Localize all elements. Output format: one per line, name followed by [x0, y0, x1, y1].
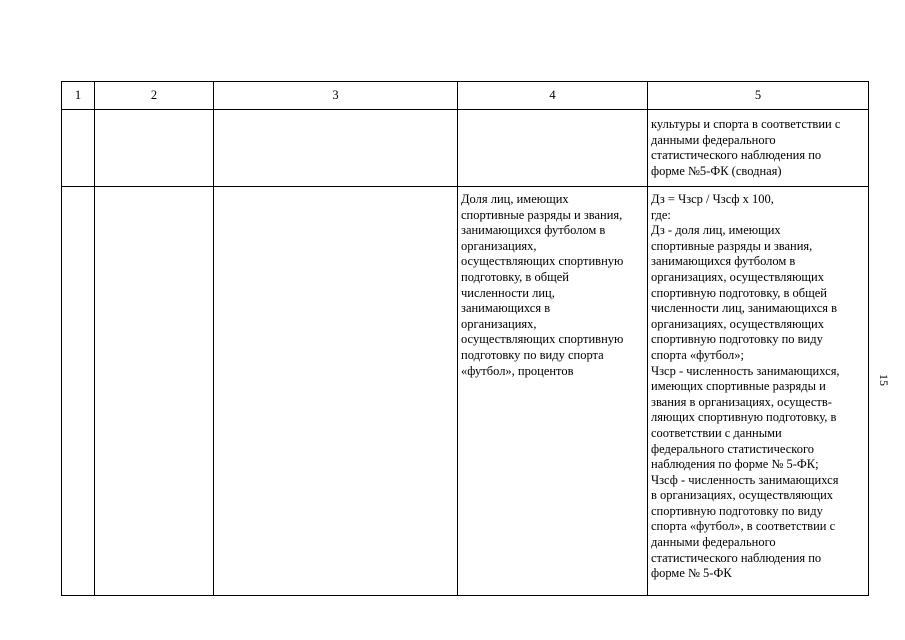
header-cell-2: 2: [95, 82, 214, 110]
row1-cell-2: [95, 110, 214, 187]
row1-cell-1: [62, 110, 95, 187]
row1-cell-4-text: [461, 110, 644, 117]
table-row: [62, 187, 869, 596]
row1-cell-1-text: [65, 110, 91, 117]
row2-cell-3: [214, 187, 458, 596]
table-header-row: [62, 82, 869, 110]
header-cell-1: 1: [62, 82, 95, 110]
header-cell-3: 3: [214, 82, 458, 110]
row2-cell-1-text: [65, 187, 91, 192]
row1-cell-2-text: [98, 110, 210, 117]
row1-cell-5-text: культуры и спорта в соответствии с данными федерального статистического наблюдения по форме №5-ФК (сводная): [651, 117, 841, 178]
document-table: [61, 81, 869, 596]
row2-cell-2-text: [98, 187, 210, 192]
table-row: [62, 110, 869, 187]
row1-cell-3: [214, 110, 458, 187]
header-cell-5: 5: [648, 82, 869, 110]
row1-cell-5: [648, 110, 869, 187]
page-number: 15: [877, 374, 891, 386]
calculation-formula: Дз = Чзср / Чзсф х 100, где: Дз - доля лиц, имеющих спортивные разряды и звания, занимающихся футболом в организациях, осуществляющих спортивную подготовку, в общей численности лиц, занимающихся в организациях, осуществляющих спортивную подготовку по виду спорта «футбол»; Чзср - численность занимающихся, имеющих спортивные разряды и звания в организациях, осуществ- ляющих спортивную подготовку, в соответствии с данными федерального статистического наблюдения по форме № 5-ФК; Чзсф - численность занимающихся в организациях, осуществляющих спортивную подготовку по виду спорта «футбол», в соответствии с данными федерального статистического наблюдения по форме № 5-ФК: [651, 192, 840, 581]
row1-cell-4: [458, 110, 648, 187]
indicator-description: Доля лиц, имеющих спортивные разряды и звания, занимающихся футболом в организациях, осуществляющих спортивную подготовку, в общей численности лиц, занимающихся в организациях, осуществляющих спортивную подготовку по виду спорта «футбол», процентов: [461, 192, 624, 378]
header-cell-4: 4: [458, 82, 648, 110]
row2-cell-3-text: [217, 187, 454, 192]
row2-cell-1: [62, 187, 95, 596]
row1-cell-3-text: [217, 110, 454, 117]
row2-cell-4: [458, 187, 648, 596]
row2-cell-2: [95, 187, 214, 596]
row2-cell-5: [648, 187, 869, 596]
